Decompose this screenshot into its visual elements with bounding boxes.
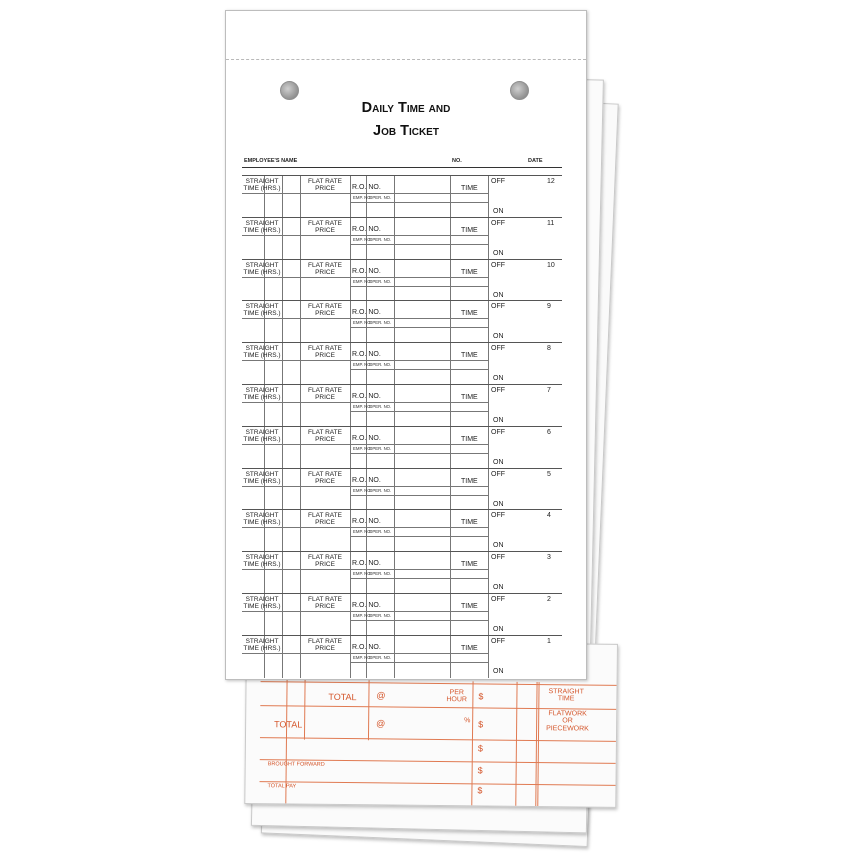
column-divider <box>450 510 451 552</box>
employee-name-label: EMPLOYEE'S NAME <box>244 158 298 164</box>
row-number: 4 <box>547 512 551 520</box>
job-row <box>242 509 562 552</box>
ro-no-label: R.O. NO. <box>352 184 381 191</box>
flat-rate-line1: FLAT RATE <box>308 596 342 603</box>
job-row <box>242 635 562 678</box>
off-label: OFF <box>491 261 505 269</box>
straight-time-line1: STRAIGHT <box>245 512 279 520</box>
carbon-dollar-5: $ <box>477 785 483 796</box>
column-divider <box>350 301 351 343</box>
off-label: OFF <box>491 637 505 645</box>
flat-rate-label <box>300 596 350 610</box>
column-divider <box>394 552 395 594</box>
row-number: 6 <box>547 428 551 436</box>
oper-no-label: OPER. NO. <box>369 445 392 451</box>
column-divider <box>282 176 283 218</box>
flat-rate-line2: PRICE <box>315 603 335 610</box>
straight-time-label <box>242 471 282 485</box>
column-divider <box>282 260 283 302</box>
column-divider <box>394 469 395 511</box>
flat-rate-line1: FLAT RATE <box>308 219 342 227</box>
emp-no-label: EMP. NO. <box>353 571 372 577</box>
emp-no-label: EMP. NO. <box>353 320 372 326</box>
carbon-flatwork: FLATWORK OR PIECEWORK <box>546 710 589 733</box>
emp-rule <box>350 620 488 621</box>
time-label: TIME <box>461 519 478 527</box>
column-divider <box>488 260 489 302</box>
flat-rate-label <box>300 638 350 652</box>
no-label: NO. <box>452 158 462 164</box>
column-divider <box>394 385 395 427</box>
emp-rule <box>350 244 488 245</box>
row-mid-rule <box>242 486 350 487</box>
time-label: TIME <box>461 226 478 234</box>
carbon-at-symbol-2: @ <box>376 718 386 729</box>
emp-rule <box>350 662 488 663</box>
job-row <box>242 300 562 343</box>
column-divider <box>394 176 395 218</box>
emp-no-label: EMP. NO. <box>353 362 372 368</box>
oper-no-label: OPER. NO. <box>369 654 392 660</box>
row-mid-rule <box>242 360 350 361</box>
column-divider <box>450 427 451 469</box>
emp-no-label: EMP. NO. <box>353 445 372 451</box>
carbon-total-pay: TOTAL PAY <box>267 783 297 790</box>
row-mid-rule <box>242 277 350 278</box>
time-label: TIME <box>461 352 478 360</box>
column-divider <box>282 343 283 385</box>
perforation-line <box>226 59 586 60</box>
emp-no-label: EMP. NO. <box>353 613 372 618</box>
straight-time-line1: STRAIGHT <box>245 303 279 311</box>
flat-rate-line2: PRICE <box>315 268 335 276</box>
straight-time-line1: STRAIGHT <box>245 637 279 645</box>
job-row <box>242 468 562 511</box>
carbon-dollar-4: $ <box>477 765 483 776</box>
row-number: 9 <box>547 303 551 311</box>
oper-no-label: OPER. NO. <box>369 278 392 284</box>
flat-rate-line1: FLAT RATE <box>308 512 342 520</box>
straight-time-label <box>242 262 282 276</box>
ro-no-label: R.O. NO. <box>352 434 381 442</box>
column-divider <box>350 218 351 260</box>
ro-rule <box>350 653 488 654</box>
column-divider <box>450 552 451 594</box>
carbon-per-hour: PER HOUR <box>446 689 468 704</box>
column-divider <box>350 385 351 427</box>
carbon-at-symbol: @ <box>376 690 386 701</box>
ro-no-label: R.O. NO. <box>352 643 381 651</box>
straight-time-line1: STRAIGHT <box>245 596 279 603</box>
flat-rate-line2: PRICE <box>315 477 335 485</box>
row-mid-rule <box>242 653 350 654</box>
emp-rule <box>350 495 488 496</box>
column-divider <box>488 385 489 427</box>
carbon-dollar-1: $ <box>478 691 484 702</box>
straight-time-line2: TIME (HRS.) <box>243 561 281 569</box>
straight-time-line2: TIME (HRS.) <box>243 310 281 318</box>
straight-time-label <box>242 303 282 317</box>
column-divider <box>488 636 489 678</box>
oper-no-label: OPER. NO. <box>369 320 392 326</box>
row-mid-rule <box>242 235 350 236</box>
column-divider <box>450 594 451 636</box>
emp-rule <box>350 202 488 203</box>
off-label: OFF <box>491 512 505 520</box>
time-label: TIME <box>461 310 478 318</box>
flat-rate-line1: FLAT RATE <box>308 303 342 311</box>
ro-rule <box>350 277 488 278</box>
time-label: TIME <box>461 603 478 610</box>
ro-no-label: R.O. NO. <box>352 351 381 359</box>
column-divider <box>282 469 283 511</box>
job-row <box>242 551 562 594</box>
column-divider <box>282 510 283 552</box>
column-divider <box>394 594 395 636</box>
column-divider <box>394 260 395 302</box>
off-label: OFF <box>491 428 505 436</box>
flat-rate-label <box>300 471 350 485</box>
column-divider <box>450 176 451 218</box>
job-row <box>242 259 562 302</box>
flat-rate-label <box>300 554 350 568</box>
emp-no-label: EMP. NO. <box>353 654 372 660</box>
off-label: OFF <box>491 178 505 185</box>
straight-time-line1: STRAIGHT <box>245 428 279 436</box>
off-label: OFF <box>491 345 505 353</box>
row-number: 7 <box>547 387 551 394</box>
ro-rule <box>350 527 488 528</box>
column-divider <box>450 301 451 343</box>
ro-no-label: R.O. NO. <box>352 309 381 317</box>
row-number: 5 <box>547 470 551 478</box>
oper-no-label: OPER. NO. <box>369 529 392 535</box>
column-divider <box>450 385 451 427</box>
job-row <box>242 342 562 385</box>
flat-rate-label <box>300 303 350 317</box>
straight-time-label <box>242 387 282 401</box>
straight-time-label <box>242 554 282 568</box>
row-number: 1 <box>547 637 551 645</box>
column-divider <box>488 594 489 636</box>
date-label: DATE <box>528 158 543 164</box>
row-number: 8 <box>547 345 551 353</box>
straight-time-label <box>242 638 282 652</box>
ro-no-label: R.O. NO. <box>352 225 381 233</box>
column-divider <box>394 636 395 678</box>
ro-no-label: R.O. NO. <box>352 518 381 526</box>
flat-rate-line1: FLAT RATE <box>308 637 342 645</box>
straight-time-label <box>242 220 282 234</box>
on-label: ON <box>493 584 504 592</box>
row-mid-rule <box>242 402 350 403</box>
column-divider <box>450 343 451 385</box>
straight-time-line1: STRAIGHT <box>245 345 279 353</box>
emp-rule <box>350 286 488 287</box>
straight-time-label <box>242 178 282 192</box>
on-label: ON <box>493 249 504 257</box>
row-mid-rule <box>242 527 350 528</box>
flat-rate-label <box>300 220 350 234</box>
flat-rate-line1: FLAT RATE <box>308 554 342 562</box>
job-row <box>242 217 562 260</box>
off-label: OFF <box>491 303 505 311</box>
emp-rule <box>350 369 488 370</box>
straight-time-line2: TIME (HRS.) <box>243 603 281 610</box>
column-divider <box>488 301 489 343</box>
emp-no-label: EMP. NO. <box>353 404 372 409</box>
oper-no-label: OPER. NO. <box>369 236 392 242</box>
ro-rule <box>350 444 488 445</box>
time-label: TIME <box>461 394 478 401</box>
flat-rate-line1: FLAT RATE <box>308 387 342 394</box>
column-divider <box>350 510 351 552</box>
column-divider <box>350 343 351 385</box>
column-divider <box>488 510 489 552</box>
straight-time-line2: TIME (HRS.) <box>243 185 281 192</box>
flat-rate-line2: PRICE <box>315 644 335 652</box>
on-label: ON <box>493 500 504 508</box>
column-divider <box>350 594 351 636</box>
form-title: Daily Time and Job Ticket <box>361 100 451 139</box>
ro-rule <box>350 360 488 361</box>
column-divider <box>394 218 395 260</box>
column-divider <box>350 427 351 469</box>
job-row <box>242 175 562 218</box>
carbon-dollar-3: $ <box>477 743 483 754</box>
straight-time-label <box>242 345 282 359</box>
flat-rate-label <box>300 512 350 526</box>
row-number: 2 <box>547 596 551 603</box>
time-label: TIME <box>461 435 478 443</box>
on-label: ON <box>493 542 504 550</box>
flat-rate-line2: PRICE <box>315 561 335 569</box>
header-rule <box>242 167 562 168</box>
column-divider <box>350 469 351 511</box>
oper-no-label: OPER. NO. <box>369 195 392 200</box>
on-label: ON <box>493 208 504 215</box>
ro-rule <box>350 193 488 194</box>
job-row <box>242 384 562 427</box>
row-number: 12 <box>547 178 555 185</box>
flat-rate-line1: FLAT RATE <box>308 178 342 185</box>
row-mid-rule <box>242 193 350 194</box>
off-label: OFF <box>491 470 505 478</box>
emp-rule <box>350 411 488 412</box>
carbon-brought-forward: BROUGHT FORWARD <box>267 761 325 768</box>
ro-rule <box>350 486 488 487</box>
straight-time-label <box>242 429 282 443</box>
column-divider <box>350 176 351 218</box>
column-divider <box>450 469 451 511</box>
ro-no-label: R.O. NO. <box>352 267 381 275</box>
flat-rate-line2: PRICE <box>315 352 335 360</box>
oper-no-label: OPER. NO. <box>369 487 392 493</box>
flat-rate-line1: FLAT RATE <box>308 428 342 436</box>
carbon-percent: % <box>464 717 471 725</box>
row-number: 3 <box>547 554 551 562</box>
ro-rule <box>350 402 488 403</box>
column-divider <box>450 260 451 302</box>
time-label: TIME <box>461 644 478 652</box>
column-divider <box>394 301 395 343</box>
straight-time-line2: TIME (HRS.) <box>243 352 281 360</box>
on-label: ON <box>493 417 504 424</box>
column-divider <box>488 552 489 594</box>
off-label: OFF <box>491 219 505 227</box>
straight-time-line2: TIME (HRS.) <box>243 226 281 234</box>
on-label: ON <box>493 291 504 299</box>
time-label: TIME <box>461 477 478 485</box>
emp-rule <box>350 578 488 579</box>
oper-no-label: OPER. NO. <box>369 613 392 618</box>
emp-rule <box>350 327 488 328</box>
straight-time-line2: TIME (HRS.) <box>243 268 281 276</box>
flat-rate-label <box>300 345 350 359</box>
time-label: TIME <box>461 185 478 192</box>
column-divider <box>282 218 283 260</box>
flat-rate-line2: PRICE <box>315 394 335 401</box>
time-label: TIME <box>461 561 478 569</box>
on-label: ON <box>493 667 504 675</box>
straight-time-label <box>242 596 282 610</box>
emp-no-label: EMP. NO. <box>353 236 372 242</box>
column-divider <box>394 427 395 469</box>
column-divider <box>488 343 489 385</box>
flat-rate-label <box>300 262 350 276</box>
straight-time-line1: STRAIGHT <box>245 387 279 394</box>
column-divider <box>488 427 489 469</box>
straight-time-line2: TIME (HRS.) <box>243 477 281 485</box>
straight-time-line1: STRAIGHT <box>245 470 279 478</box>
straight-time-line1: STRAIGHT <box>245 178 279 185</box>
straight-time-line1: STRAIGHT <box>245 261 279 269</box>
on-label: ON <box>493 626 504 633</box>
ro-rule <box>350 611 488 612</box>
on-label: ON <box>493 333 504 341</box>
column-divider <box>488 469 489 511</box>
oper-no-label: OPER. NO. <box>369 362 392 368</box>
flat-rate-label <box>300 178 350 192</box>
off-label: OFF <box>491 596 505 603</box>
column-divider <box>394 343 395 385</box>
flat-rate-line2: PRICE <box>315 185 335 192</box>
straight-time-line2: TIME (HRS.) <box>243 519 281 527</box>
ro-no-label: R.O. NO. <box>352 393 381 400</box>
column-divider <box>450 218 451 260</box>
time-label: TIME <box>461 268 478 276</box>
ro-no-label: R.O. NO. <box>352 602 381 609</box>
emp-no-label: EMP. NO. <box>353 529 372 535</box>
off-label: OFF <box>491 387 505 394</box>
column-divider <box>350 552 351 594</box>
on-label: ON <box>493 458 504 466</box>
column-divider <box>282 385 283 427</box>
column-divider <box>282 427 283 469</box>
flat-rate-line2: PRICE <box>315 519 335 527</box>
straight-time-line1: STRAIGHT <box>245 554 279 562</box>
column-divider <box>450 636 451 678</box>
ro-rule <box>350 318 488 319</box>
ro-no-label: R.O. NO. <box>352 476 381 484</box>
carbon-straight-time: STRAIGHT TIME <box>548 688 584 703</box>
straight-time-line2: TIME (HRS.) <box>243 435 281 443</box>
flat-rate-line1: FLAT RATE <box>308 470 342 478</box>
column-divider <box>282 594 283 636</box>
column-divider <box>350 260 351 302</box>
ro-no-label: R.O. NO. <box>352 560 381 568</box>
row-number: 11 <box>547 219 555 227</box>
emp-rule <box>350 453 488 454</box>
ro-rule <box>350 235 488 236</box>
straight-time-line2: TIME (HRS.) <box>243 644 281 652</box>
column-divider <box>282 301 283 343</box>
emp-no-label: EMP. NO. <box>353 487 372 493</box>
flat-rate-line1: FLAT RATE <box>308 345 342 353</box>
row-number: 10 <box>547 261 555 269</box>
off-label: OFF <box>491 554 505 562</box>
flat-rate-line1: FLAT RATE <box>308 261 342 269</box>
oper-no-label: OPER. NO. <box>369 571 392 577</box>
straight-time-line2: TIME (HRS.) <box>243 394 281 401</box>
emp-no-label: EMP. NO. <box>353 278 372 284</box>
column-divider <box>488 218 489 260</box>
flat-rate-line2: PRICE <box>315 435 335 443</box>
flat-rate-line2: PRICE <box>315 226 335 234</box>
straight-time-label <box>242 512 282 526</box>
job-row <box>242 593 562 636</box>
row-mid-rule <box>242 611 350 612</box>
flat-rate-label <box>300 429 350 443</box>
carbon-total-label: TOTAL <box>328 691 357 703</box>
straight-time-line1: STRAIGHT <box>245 219 279 227</box>
column-divider <box>350 636 351 678</box>
column-divider <box>282 552 283 594</box>
column-divider <box>282 636 283 678</box>
flat-rate-line2: PRICE <box>315 310 335 318</box>
column-divider <box>488 176 489 218</box>
column-divider <box>394 510 395 552</box>
carbon-total-label-2: TOTAL <box>274 719 303 730</box>
row-mid-rule <box>242 569 350 570</box>
on-label: ON <box>493 375 504 383</box>
oper-no-label: OPER. NO. <box>369 404 392 409</box>
emp-no-label: EMP. NO. <box>353 195 372 200</box>
row-mid-rule <box>242 318 350 319</box>
row-mid-rule <box>242 444 350 445</box>
emp-rule <box>350 536 488 537</box>
flat-rate-label <box>300 387 350 401</box>
front-ticket-sheet <box>225 10 587 680</box>
ro-rule <box>350 569 488 570</box>
job-row <box>242 426 562 469</box>
carbon-dollar-2: $ <box>478 719 484 730</box>
